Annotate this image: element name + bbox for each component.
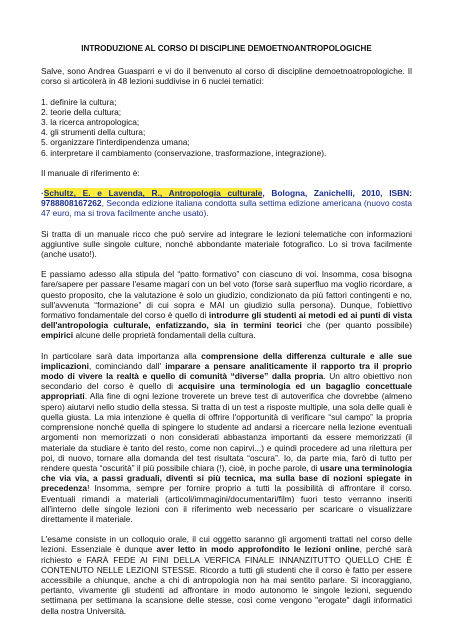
esame-text: , perché sarà richiesto e FARÀ FEDE AI FINI DELLA VERFICA FINALE INNANZITUTTO QUELLO CHE È CONTENUTO NELLE LEZIONI STESSE. Ricordo a tutti gli studenti che il corso è fatto per essere accessibile a chiunque, anche a chi di antropologia non ha mai sentito parlare. Si incoraggiano, pertanto, vivamente gli studenti ad affrontare in modo autonomo le singole lezioni, seguendo settimana per settimana la scansione delle stesse, così come vengono "erogate" dagli informatici della nostra Università.	[41, 544, 412, 616]
comprensione-text: ! Insomma, sempre per fornire proprio a tutti la possibilità di affrontare il corso. Eventuali rimandi a materiali (articoli/immagini/documentari/film) fuori testo verranno inseriti all'interno delle singole lezioni con il riferimento web necessario per scaricare o visualizzare direttamente il materiale.	[41, 483, 412, 524]
comprensione-bold: acquisire una terminologia ed un bagaglio concettuale appropriati	[41, 381, 412, 402]
integration-paragraph: Si tratta di un manuale ricco che può servire ad integrare le lezioni telematiche con informazioni aggiuntive sulle singole culture, nonché abbondante materiale fotografico. Lo si trova facilmente (anche usato!).	[41, 228, 412, 260]
comprensione-bold: comprensione della differenza culturale e alle sue implicazioni	[41, 350, 413, 371]
comprensione-paragraph	[41, 351, 412, 524]
comprensione-text: , cominciando dall'	[88, 360, 166, 371]
patto-objective: introdurre gli studenti ai metodi ed ai punti di vista dell'antropologia culturale, enfatizzando, sia in termini teorici	[41, 310, 413, 331]
manual-edition-note: , Seconda edizione italiana condotta sulla settima edizione americana (nuovo costa 47 euro, ma si trova facilmente anche usato).	[41, 198, 412, 219]
manual-publisher: , Bologna, Zanichelli, 2010, ISBN: 9788808167262	[41, 188, 413, 209]
patto-empirici: empirici	[41, 330, 74, 341]
esame-bold: aver letto in modo approfondito le lezioni online	[156, 544, 360, 555]
manual-heading: Il manuale di riferimento è:	[41, 167, 140, 178]
comprensione-text: . Un altro obiettivo non secondario del corso è quello di	[41, 371, 412, 392]
topic-item: 6. interpretare il cambiamento (conservazione, trasformazione, integrazione).	[41, 147, 327, 158]
intro-paragraph: Salve, sono Andrea Guasparri e vi do il benvenuto al corso di discipline demoetnoatropologiche. Il corso si articolerà in 48 lezioni suddivise in 6 nuclei tematici:	[41, 66, 412, 87]
comprensione-bold: usare una terminologia che via via, a passi graduali, diventi si più tecnica, ma sulla base di nozioni spiegate in precedenza	[41, 462, 413, 494]
patto-text: alcune delle proprietà fondamentali della cultura.	[73, 330, 256, 341]
topic-item: 5. organizzare l'interdipendenza umana;	[41, 137, 190, 148]
comprensione-bold: imparare a pensare analiticamente il rapporto tra il proprio modo di vivere la realtà e quello di comunità “diverse” dalla propria	[41, 360, 412, 382]
manual-reference	[41, 188, 412, 219]
topic-item: 4. gli strumenti della cultura;	[41, 127, 146, 138]
comprensione-text: In particolare sarà data importanza alla	[41, 350, 202, 361]
topic-item: 2. teorie della cultura;	[41, 106, 122, 117]
comprensione-text: . Alla fine di ogni lezione troverete un breve test di autoverifica che dovrebbe (almeno spero) aiutarvi nello studio della stessa. Si tratta di un test a risposte multiple, una sola delle quali è quella giusta. La mia intenzione è quella di offrire l'opportunità di verificare “sul campo” la propria comprensione nonché quella di spingere lo studente ad andarsi a ricercare nella lezione eventuali argomenti non memorizzati o non considerati abbastanza importanti da essere memorizzati (il materiale da studiare è tanto del resto, come non capirvi...) e quindi procedere ad una rilettura per poi, di nuovo, tornare alla domanda del test risultata “oscura”. Io, da parte mia, farò di tutto per rendere questa “oscurità” il più possibile chiara (!), cioè, in poche parole, di	[41, 391, 412, 473]
patto-paragraph	[41, 269, 412, 340]
topic-list	[41, 97, 412, 158]
manual-title-highlight: Schultz, E. e Lavenda, R., Antropologia culturale	[43, 188, 263, 199]
topic-item: 1. definire la cultura;	[41, 96, 117, 107]
esame-paragraph	[41, 534, 412, 616]
esame-text: L'esame consiste in un colloquio orale, il cui oggetto saranno gli argomenti trattati nel corso delle lezioni. Essenziale è dunque	[41, 534, 412, 555]
patto-text: E passiamo adesso alla stipula del “patto formativo” con ciascuno di voi. Insomma, cosa bisogna fare/sapere per passare l'esame magari con un bel voto (forse sarà superfluo ma voglio ricordare, a questo proposito, che la valutazione è solo un giudizio, condizionato da più fattori contingenti e no, sull'avvenuta “formazione” di cui sopra e MAI un giudizio sulla persona). Dunque, l'obiettivo formativo fondamentale del corso è quello di	[41, 269, 412, 321]
topic-item: 3. la ricerca antropologica;	[41, 117, 140, 128]
document-title: INTRODUZIONE AL CORSO DI DISCIPLINE DEMOETNOANTROPOLOGICHE	[81, 44, 372, 53]
patto-text: che (per quanto possibile)	[301, 320, 412, 331]
bullet-marker: ·	[41, 188, 44, 199]
